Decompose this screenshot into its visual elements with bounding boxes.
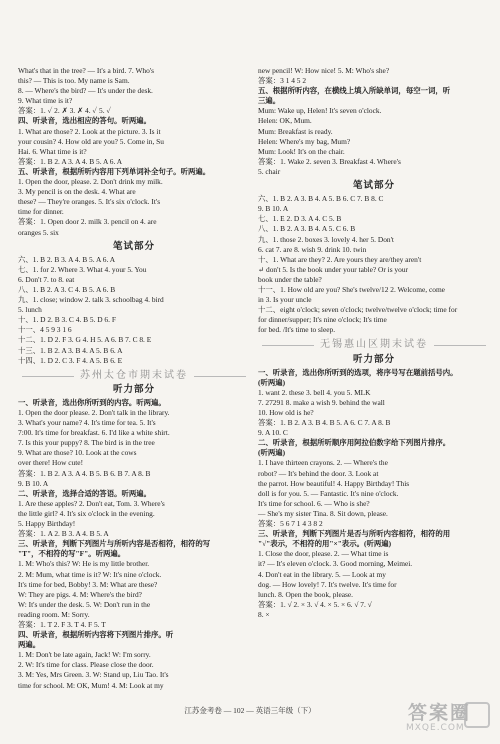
text-line: 十二、eight o'clock; seven o'clock; twelve/twelve o'clock; time for	[258, 305, 458, 315]
text-line: (听两遍)	[258, 448, 286, 458]
text-line: 六、1. B 2. B 3. A 4. B 5. A 6. A	[18, 254, 116, 264]
text-line: 5. lunch	[18, 305, 42, 315]
text-line: 7. Is this your puppy? 8. The bird is in the tree	[18, 438, 155, 448]
text-line: 7:00. It's time for breakfast. 6. I'd like a white shirt.	[18, 428, 170, 438]
text-line: 答案：1. B 2. A 3. A 4. B 5. A 6. A	[18, 156, 123, 166]
text-line: It's time for bed, Bobby! 3. M: What are these?	[18, 579, 158, 589]
text-line: Mum: Look! It's on the chair.	[258, 146, 345, 156]
text-line: 答案：1. B 2. A 3. A 4. B 5. B 6. B 7. A 8. B	[18, 468, 151, 478]
text-line: lunch. 8. Open the book, please.	[258, 589, 354, 599]
text-line: "T"，不相符的写"F"。听两遍。	[18, 549, 126, 559]
text-line: 十三、1. B 2. A 3. B 4. A 5. B 6. A	[18, 345, 123, 355]
text-line: dog. — How lovely! 7. It's twelve. It's time for	[258, 579, 397, 589]
text-line: 2. W: It's time for class. Please close the door.	[18, 660, 154, 670]
text-line: 二、听录音，选择合适的答语。听两遍。	[18, 488, 152, 498]
left-exam-banner-title: 苏州太仓市期末试卷	[74, 370, 194, 381]
text-line: 6. cat 7. are 8. wish 9. drink 10. twin	[258, 244, 367, 254]
text-line: 三、听录音，判断下列图片与所听内容是否相符，相符的写	[18, 539, 211, 549]
text-line: robot? — It's behind the door. 3. Look at	[258, 468, 379, 478]
left-block-3	[18, 398, 250, 691]
right-exam-banner	[258, 340, 490, 350]
text-line: 8. — Where's the bird? — It's under the desk.	[18, 86, 153, 96]
text-line: 答案：1. √ 2. × 3. √ 4. × 5. × 6. √ 7. √	[258, 599, 372, 609]
text-line: 1. M: Don't be late again, Jack! W: I'm sorry.	[18, 650, 151, 660]
left-exam-banner	[18, 371, 250, 381]
right-block-1	[258, 66, 490, 177]
left-column	[18, 66, 250, 691]
text-line: 十一、4 5 9 3 1 6	[18, 325, 72, 335]
left-block-2	[18, 255, 250, 366]
text-line: the parrot. How beautiful! 4. Happy Birthday! This	[258, 478, 410, 488]
text-line: 四、听录音，选出相应的答句。听两遍。	[18, 116, 152, 126]
text-line: 九、1. those 2. boxes 3. lovely 4. her 5. Don't	[258, 234, 394, 244]
text-line: It's time for school. 6. — Who is she?	[258, 498, 370, 508]
text-line: Helen: OK, Mum.	[258, 116, 312, 126]
right-column	[258, 66, 490, 620]
text-line: 9. B 10. A	[258, 204, 289, 214]
text-line: ↵ don't 5. Is the book under your table? Or is your	[258, 264, 408, 274]
text-line: 1. Close the door, please. 2. — What time is	[258, 549, 389, 559]
text-line: 1. Are these apples? 2. Don't eat, Tom. 3. Where's	[18, 498, 165, 508]
text-line: 十四、1. D 2. C 3. F 4. A 5. B 6. E	[18, 355, 123, 365]
text-line: 十一、1. How old are you? She's twelve/12 2. Welcome, come	[258, 284, 445, 294]
watermark-logo	[402, 696, 492, 740]
text-line: 两遍。	[18, 640, 41, 650]
left-section-listening: 听力部分	[112, 384, 155, 395]
text-line: 答案：1. T 2. F 3. T 4. F 5. T	[18, 619, 106, 629]
text-line: 答案：1. Open door 2. milk 3. pencil on 4. are	[18, 217, 157, 227]
text-line: What's that in the tree? — It's a bird. 7. Who's	[18, 66, 155, 75]
text-line: this? — This is too. My name is Sam.	[18, 76, 130, 86]
text-line: reading room. M: Sorry.	[18, 609, 90, 619]
text-line: new pencil! W: How nice! 5. M: Who's she?	[258, 66, 390, 75]
text-line: Helen: Where's my bag, Mum?	[258, 136, 351, 146]
text-line: 四、听录音，根据所听内容将下列图片排序。听	[18, 630, 174, 640]
right-block-3	[258, 368, 490, 620]
text-line: doll is for you. 5. — Fantastic. It's nine o'clock.	[258, 488, 399, 498]
right-section-written: 笔试部分	[352, 181, 395, 192]
text-line: 八、1. B 2. A 3. B 4. A 5. C 6. B	[258, 224, 356, 234]
text-line: 七、1. E 2. D 3. A 4. C 5. B	[258, 214, 342, 224]
text-line: 五、听录音，根据所听内容用下列单词补全句子。听两遍。	[18, 166, 211, 176]
text-line: 一、听录音，选出你所听到的内容。听两遍。	[18, 397, 166, 407]
text-line: oranges 5. six	[18, 227, 59, 237]
text-line: 八、1. B 2. A 3. C 4. B 5. A 6. B	[18, 284, 116, 294]
text-line: 三遍。	[258, 96, 281, 106]
text-line: Mum: Wake up, Helen! It's seven o'clock.	[258, 106, 382, 116]
text-line: 一、听录音，选出你所听到的选项，将序号写在题前括号内。	[258, 367, 458, 377]
text-line: 1. What are those? 2. Look at the picture. 3. Is it	[18, 126, 161, 136]
text-line: 3. What's your name? 4. It's time for tea. 5. It's	[18, 418, 156, 428]
text-line: 6. Don't 7. to 8. eat	[18, 274, 75, 284]
text-line: Mum: Breakfast is ready.	[258, 126, 333, 136]
text-line: 9. What are those? 10. Look at the cows	[18, 448, 137, 458]
text-line: 答案：5 6 7 1 4 3 8 2	[258, 519, 323, 529]
text-line: 9. A 10. C	[258, 428, 288, 438]
text-line: 2. M: Mum, what time is it? W: It's nine o'clock.	[18, 569, 162, 579]
text-line: 答案：1. ✓ 2. ✗ 3. ✗ 4. ✓ 5. ✓	[18, 106, 112, 116]
text-line: it? — It's eleven o'clock. 3. Good morning, Meimei.	[258, 559, 413, 569]
text-line: 二、听录音，根据所听顺序用阿拉伯数字给下列图片排序。	[258, 438, 451, 448]
text-line: 答案：1. B 2. A 3. B 4. B 5. A 6. C 7. A 8. B	[258, 418, 391, 428]
text-line: 3. M: Yes, Mrs Green. 3. W: Stand up, Liu Tao. It's	[18, 670, 169, 680]
text-line: these? — They're oranges. 5. It's six o'clock. It's	[18, 197, 161, 207]
text-line: for bed. /It's time to sleep.	[258, 325, 336, 335]
text-line: time for school. M: OK, Mum! 4. M: Look at my	[18, 680, 164, 690]
text-line: 1. Open the door, please. 2. Don't drink my milk.	[18, 177, 163, 187]
text-line: 五、根据所听内容，在横线上填入所缺单词，每空一词，听	[258, 86, 451, 96]
watermark-url: MXQE.COM	[406, 723, 465, 733]
text-line: 4. Don't eat in the library. 5. — Look at my	[258, 569, 386, 579]
right-block-2	[258, 194, 490, 335]
text-line: 答案：1. Wake 2. seven 3. Breakfast 4. Where's	[258, 156, 401, 166]
text-line: the little girl? 4. It's six o'clock in the evening.	[18, 508, 155, 518]
text-line: 七、1. for 2. Where 3. What 4. your 5. You	[18, 264, 147, 274]
text-line: 1. Open the door please. 2. Don't talk in the library.	[18, 408, 170, 417]
text-line: 1. I have thirteen crayons. 2. — Where's the	[258, 458, 388, 468]
text-line: 1. want 2. these 3. bell 4. you 5. MLK	[258, 387, 371, 397]
text-line: 三、听录音，判断下列图片是否与所听内容相符，相符的用	[258, 529, 451, 539]
text-line: over there! How cute!	[18, 458, 84, 468]
text-line: 九、1. close; window 2. talk 3. schoolbag 4. bird	[18, 295, 164, 305]
text-line: 1. M: Who's this? W: He is my little brother.	[18, 559, 150, 569]
text-line: 5. chair	[258, 166, 281, 176]
text-line: 答案：3 1 4 5 2	[258, 76, 307, 86]
text-line: "√"表示，不相符的用"×"表示。(听两遍)	[258, 539, 392, 549]
text-line: time for dinner.	[18, 207, 64, 217]
left-section-written: 笔试部分	[112, 241, 155, 252]
text-line: book under the table?	[258, 274, 322, 284]
text-line: — She's my sister Tina. 8. Sit down, please.	[258, 508, 388, 518]
text-line: 5. Happy Birthday!	[18, 519, 76, 529]
text-line: W: They are pigs. 4. M: Where's the bird?	[18, 589, 142, 599]
text-line: 十、1. D 2. B 3. C 4. B 5. D 6. F	[18, 315, 116, 325]
text-line: 3. My pencil is on the desk. 4. What are	[18, 187, 136, 197]
text-line: (听两遍)	[258, 377, 286, 387]
text-line: 10. How old is he?	[258, 408, 314, 417]
right-section-listening: 听力部分	[352, 354, 395, 365]
right-exam-banner-title: 无锡惠山区期末试卷	[314, 339, 434, 350]
text-line: 六、1. B 2. A 3. B 4. A 5. B 6. C 7. B 8. C	[258, 194, 384, 204]
watermark-text: 答案圈	[408, 702, 472, 724]
text-line: W: It's under the desk. 5. W: Don't run in the	[18, 599, 151, 609]
text-line: Hai. 6. What time is it?	[18, 146, 87, 156]
text-line: in 3. Is your uncle	[258, 295, 312, 305]
text-line: 7. 27291 8. make a wish 9. behind the wall	[258, 397, 385, 407]
text-line: 十、1. What are they? 2. Are yours they are/they aren't	[258, 254, 422, 264]
text-line: 8. ×	[258, 609, 270, 619]
text-line: 答案：1. A 2. B 3. A 4. B 5. A	[18, 529, 109, 539]
left-block-1	[18, 66, 250, 238]
text-line: 9. B 10. A	[18, 478, 49, 488]
text-line: for dinner/supper; It's nine o'clock; It's time	[258, 315, 387, 325]
text-line: 9. What time is it?	[18, 96, 73, 106]
page-footer: 江苏金考卷 — 102 — 英语三年级（下）	[184, 706, 316, 715]
text-line: your cousin? 4. How old are you? 5. Come in, Su	[18, 136, 164, 146]
text-line: 十二、1. D 2. F 3. G 4. H 5. A 6. B 7. C 8. E	[18, 335, 152, 345]
